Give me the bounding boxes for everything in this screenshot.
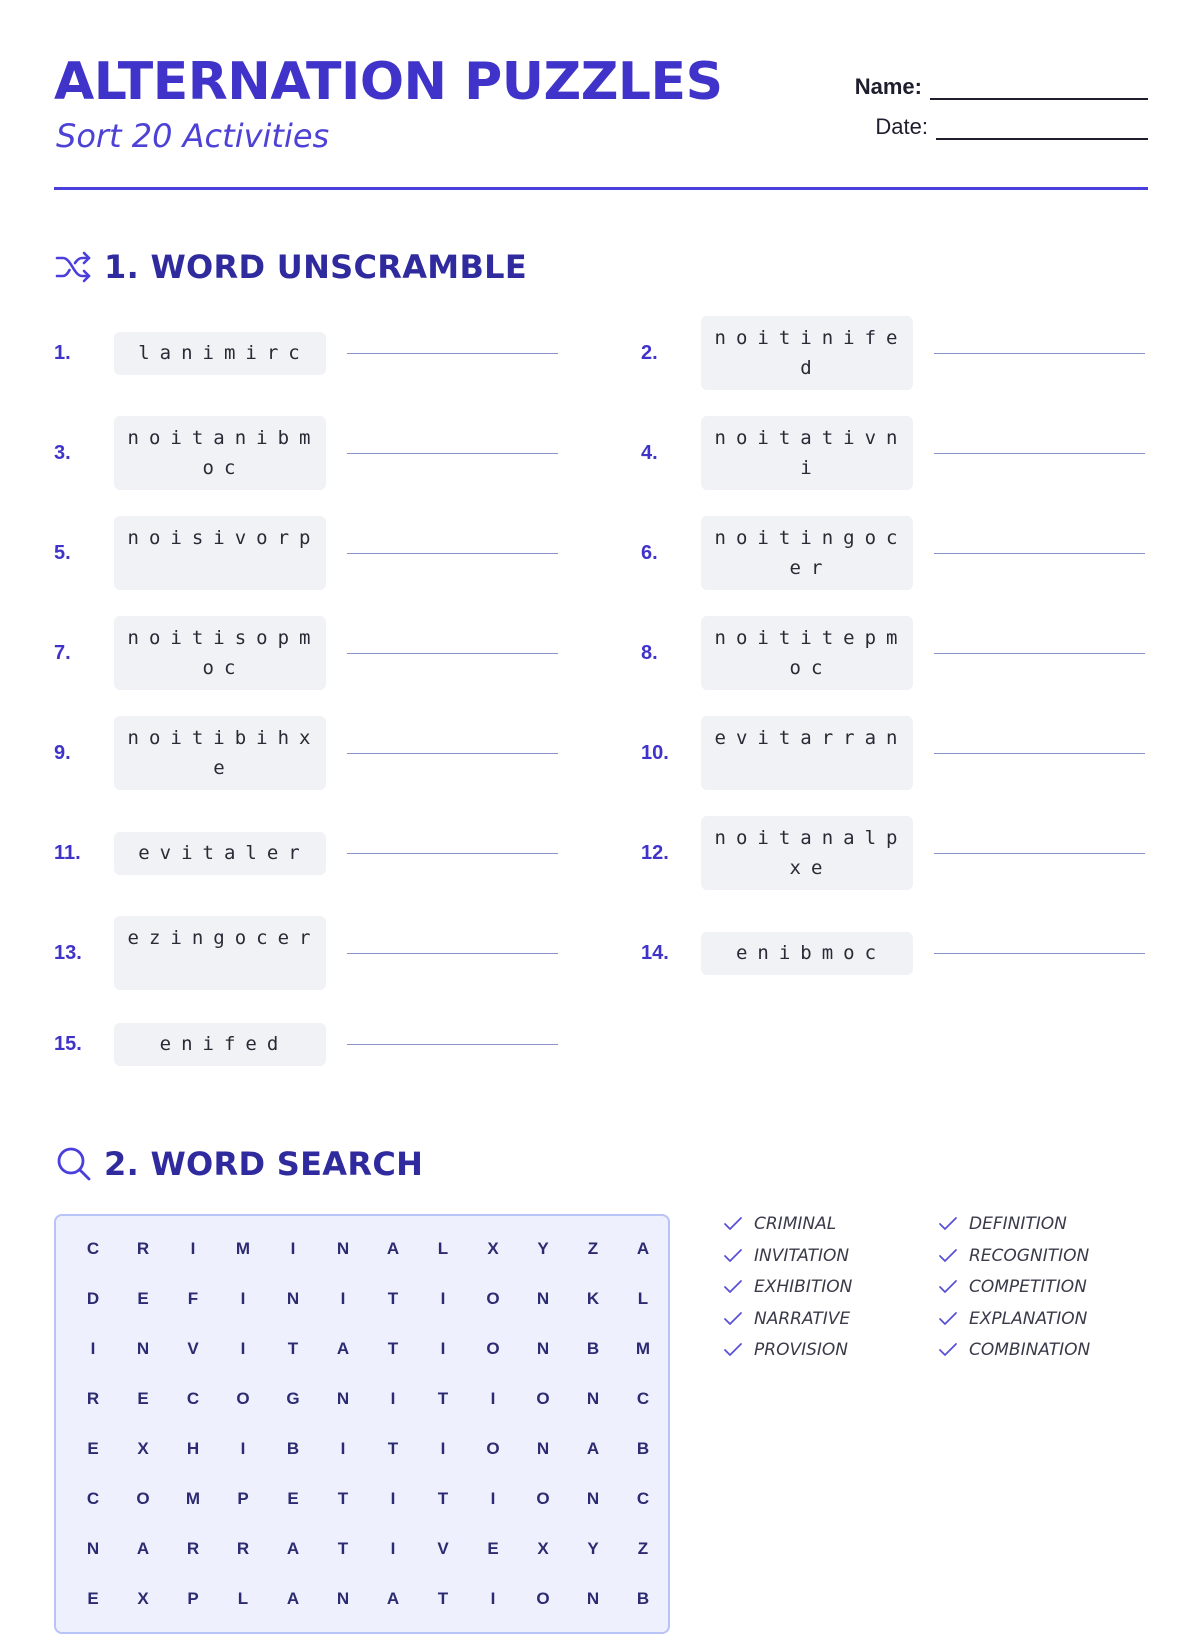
shuffle-icon (54, 247, 94, 287)
word-text: CRIMINAL (754, 1214, 837, 1234)
answer-line[interactable] (347, 453, 558, 454)
grid-letter[interactable]: R (86, 1389, 100, 1408)
word-text: RECOGNITION (969, 1245, 1090, 1266)
word-text: EXPLANATION (969, 1308, 1088, 1329)
grid-letter[interactable]: E (137, 1289, 149, 1308)
grid-letter[interactable]: B (636, 1439, 650, 1458)
grid-letter[interactable]: L (637, 1289, 649, 1308)
grid-letter[interactable]: A (286, 1589, 300, 1608)
word-list-item (722, 1273, 852, 1301)
grid-letter[interactable]: I (440, 1439, 446, 1458)
scrambled-word-tile: noisivorp (114, 516, 326, 590)
unscramble-item (54, 816, 558, 890)
word-text: COMBINATION (969, 1340, 1091, 1360)
grid-letter[interactable]: T (387, 1439, 399, 1458)
grid-letter[interactable]: I (490, 1389, 496, 1408)
date-label: Date: (875, 114, 928, 139)
grid-letter[interactable]: N (536, 1439, 550, 1458)
grid-row (68, 1574, 668, 1624)
grid-letter[interactable]: T (387, 1289, 399, 1308)
grid-letter[interactable]: T (437, 1589, 449, 1608)
scrambled-word-tile: noitanalpxe (701, 816, 913, 890)
grid-letter[interactable]: O (236, 1389, 250, 1408)
item-number: 3. (54, 442, 71, 464)
header-divider (54, 187, 1148, 190)
section-title: 2. WORD SEARCH (104, 1145, 424, 1183)
grid-letter[interactable]: M (235, 1239, 251, 1258)
check-icon (722, 1310, 744, 1328)
grid-letter[interactable]: I (390, 1489, 396, 1508)
word-text: PROVISION (754, 1340, 848, 1360)
scrambled-word-tile: noitibihxe (114, 716, 326, 790)
grid-letter[interactable]: I (390, 1389, 396, 1408)
grid-letter[interactable]: I (190, 1239, 196, 1258)
scrambled-word-tile: noititepmoc (701, 616, 913, 690)
grid-letter[interactable]: D (86, 1289, 100, 1308)
answer-line[interactable] (347, 553, 558, 554)
item-number: 9. (54, 742, 71, 764)
item-number: 1. (54, 342, 71, 364)
answer-line[interactable] (934, 953, 1145, 954)
grid-letter[interactable]: T (337, 1489, 349, 1508)
grid-row (68, 1374, 668, 1424)
grid-letter[interactable]: A (136, 1539, 150, 1558)
grid-row (68, 1224, 668, 1274)
unscramble-item (641, 516, 1145, 590)
grid-letter[interactable]: B (636, 1589, 650, 1608)
check-icon (937, 1247, 959, 1265)
grid-letter[interactable]: P (237, 1489, 249, 1508)
grid-letter[interactable]: C (186, 1389, 200, 1408)
word-list-item (722, 1242, 849, 1270)
grid-letter[interactable]: I (440, 1289, 446, 1308)
item-number: 12. (641, 842, 669, 864)
unscramble-item (54, 316, 558, 390)
grid-letter[interactable]: I (340, 1439, 346, 1458)
grid-letter[interactable]: N (586, 1489, 600, 1508)
word-search-grid (54, 1214, 670, 1634)
scrambled-word-tile: noitanibmoc (114, 416, 326, 490)
grid-letter[interactable]: A (386, 1239, 400, 1258)
grid-letter[interactable]: T (387, 1339, 399, 1358)
grid-letter[interactable]: M (635, 1339, 651, 1358)
item-number: 14. (641, 942, 669, 964)
unscramble-item (54, 716, 558, 790)
grid-letter[interactable]: L (237, 1589, 249, 1608)
item-number: 6. (641, 542, 658, 564)
grid-letter[interactable]: X (137, 1439, 149, 1458)
answer-line[interactable] (934, 853, 1145, 854)
grid-letter[interactable]: F (187, 1289, 199, 1308)
scrambled-word-tile: enibmoc (701, 932, 913, 975)
grid-letter[interactable]: I (390, 1539, 396, 1558)
word-text: EXHIBITION (754, 1277, 853, 1297)
grid-letter[interactable]: N (286, 1289, 300, 1308)
grid-letter[interactable]: R (236, 1539, 250, 1558)
unscramble-item (641, 716, 1145, 790)
grid-letter[interactable]: A (586, 1439, 600, 1458)
grid-letter[interactable]: V (187, 1339, 199, 1358)
grid-row (68, 1274, 668, 1324)
grid-letter[interactable]: R (186, 1539, 200, 1558)
grid-letter[interactable]: P (187, 1589, 199, 1608)
check-icon (937, 1215, 959, 1233)
check-icon (937, 1278, 959, 1296)
grid-letter[interactable]: N (536, 1289, 550, 1308)
grid-letter[interactable]: O (136, 1489, 150, 1508)
grid-row (68, 1324, 668, 1374)
date-field[interactable] (875, 112, 1148, 140)
grid-letter[interactable]: I (440, 1339, 446, 1358)
scrambled-word-tile: evitaler (114, 832, 326, 875)
grid-letter[interactable]: A (386, 1589, 400, 1608)
grid-letter[interactable]: R (136, 1239, 150, 1258)
grid-letter[interactable]: A (636, 1239, 650, 1258)
grid-letter[interactable]: T (337, 1539, 349, 1558)
unscramble-item (641, 916, 1145, 990)
check-icon (937, 1341, 959, 1359)
item-number: 15. (54, 1033, 82, 1055)
grid-letter[interactable]: N (586, 1589, 600, 1608)
grid-letter[interactable]: O (486, 1439, 500, 1458)
section-wordsearch-header (54, 1144, 423, 1184)
grid-letter[interactable]: Y (587, 1539, 599, 1558)
grid-letter[interactable]: Z (587, 1239, 599, 1258)
scrambled-word-tile: ezingocer (114, 916, 326, 990)
item-number: 4. (641, 442, 658, 464)
grid-letter[interactable]: I (240, 1439, 246, 1458)
name-blank-line[interactable] (930, 78, 1148, 100)
word-list-item (722, 1305, 850, 1333)
grid-letter[interactable]: I (490, 1589, 496, 1608)
item-number: 7. (54, 642, 71, 664)
grid-letter[interactable]: V (437, 1539, 449, 1558)
answer-line[interactable] (934, 653, 1145, 654)
grid-letter[interactable]: T (437, 1489, 449, 1508)
word-text: INVITATION (754, 1245, 850, 1266)
scrambled-word-tile: noitativni (701, 416, 913, 490)
grid-letter[interactable]: A (336, 1339, 350, 1358)
grid-letter[interactable]: O (536, 1389, 550, 1408)
scrambled-word-tile: evitarran (701, 716, 913, 790)
item-number: 11. (54, 842, 81, 864)
name-label: Name: (854, 74, 922, 99)
grid-letter[interactable]: E (287, 1489, 299, 1508)
grid-letter[interactable]: N (586, 1389, 600, 1408)
item-number: 5. (54, 542, 71, 564)
check-icon (722, 1341, 744, 1359)
item-number: 2. (641, 342, 658, 364)
unscramble-item (641, 416, 1145, 490)
grid-letter[interactable]: N (536, 1339, 550, 1358)
word-list-item (937, 1210, 1067, 1238)
grid-letter[interactable]: O (536, 1489, 550, 1508)
answer-line[interactable] (347, 753, 558, 754)
word-text: DEFINITION (969, 1214, 1067, 1234)
grid-letter[interactable]: N (136, 1339, 150, 1358)
scrambled-word-tile: enifed (114, 1023, 326, 1066)
unscramble-item (641, 816, 1145, 890)
word-text: NARRATIVE (754, 1308, 851, 1329)
grid-letter[interactable]: L (437, 1239, 449, 1258)
grid-letter[interactable]: N (336, 1589, 350, 1608)
word-text: COMPETITION (969, 1277, 1087, 1297)
word-list-item (722, 1336, 848, 1364)
date-blank-line[interactable] (936, 118, 1148, 140)
scrambled-word-tile: lanimirc (114, 332, 326, 375)
unscramble-item (641, 316, 1145, 390)
grid-letter[interactable]: N (86, 1539, 100, 1558)
grid-letter[interactable]: E (487, 1539, 499, 1558)
word-list-item (937, 1242, 1089, 1270)
grid-letter[interactable]: K (586, 1289, 600, 1308)
item-number: 13. (54, 942, 82, 964)
grid-row (68, 1424, 668, 1474)
grid-letter[interactable]: E (87, 1589, 99, 1608)
grid-letter[interactable]: T (437, 1389, 449, 1408)
page-title: ALTERNATION PUZZLES (54, 52, 723, 112)
scrambled-word-tile: noitisopmoc (114, 616, 326, 690)
word-list-item (937, 1273, 1087, 1301)
check-icon (722, 1278, 744, 1296)
unscramble-item (641, 616, 1145, 690)
grid-letter[interactable]: I (240, 1289, 246, 1308)
grid-letter[interactable]: O (486, 1289, 500, 1308)
answer-line[interactable] (347, 853, 558, 854)
word-list-item (937, 1336, 1090, 1364)
grid-letter[interactable]: E (87, 1439, 99, 1458)
grid-letter[interactable]: G (286, 1389, 300, 1408)
grid-letter[interactable]: N (336, 1389, 350, 1408)
scrambled-word-tile: noitingocer (701, 516, 913, 590)
grid-letter[interactable]: X (487, 1239, 499, 1258)
answer-line[interactable] (347, 353, 558, 354)
grid-letter[interactable]: H (186, 1439, 200, 1458)
grid-letter[interactable]: O (486, 1339, 500, 1358)
grid-letter[interactable]: C (86, 1239, 100, 1258)
word-list-item (937, 1305, 1087, 1333)
check-icon (937, 1310, 959, 1328)
check-icon (722, 1247, 744, 1265)
answer-line[interactable] (934, 753, 1145, 754)
grid-letter[interactable]: C (636, 1389, 650, 1408)
unscramble-item (54, 916, 558, 990)
section-title: 1. WORD UNSCRAMBLE (104, 248, 527, 286)
answer-line[interactable] (934, 553, 1145, 554)
unscramble-item (54, 1007, 558, 1081)
grid-letter[interactable]: I (90, 1339, 96, 1358)
grid-letter[interactable]: T (287, 1339, 299, 1358)
scrambled-word-tile: noitinifed (701, 316, 913, 390)
grid-letter[interactable]: M (185, 1489, 201, 1508)
grid-letter[interactable]: I (490, 1489, 496, 1508)
answer-line[interactable] (934, 453, 1145, 454)
grid-letter[interactable]: Z (637, 1539, 649, 1558)
grid-letter[interactable]: Y (537, 1239, 549, 1258)
grid-row (68, 1474, 668, 1524)
grid-letter[interactable]: O (536, 1589, 550, 1608)
grid-row (68, 1524, 668, 1574)
answer-line[interactable] (934, 353, 1145, 354)
grid-letter[interactable]: I (240, 1339, 246, 1358)
search-icon (54, 1144, 94, 1184)
page-subtitle: Sort 20 Activities (56, 117, 330, 155)
grid-letter[interactable]: B (586, 1339, 600, 1358)
word-list-item (722, 1210, 836, 1238)
answer-line[interactable] (347, 653, 558, 654)
grid-letter[interactable]: A (286, 1539, 300, 1558)
unscramble-item (54, 516, 558, 590)
grid-letter[interactable]: I (290, 1239, 296, 1258)
section-unscramble-header (54, 247, 527, 287)
grid-letter[interactable]: C (636, 1489, 650, 1508)
item-number: 10. (641, 742, 669, 764)
check-icon (722, 1215, 744, 1233)
name-field[interactable] (855, 72, 1148, 100)
grid-letter[interactable]: X (537, 1539, 549, 1558)
grid-letter[interactable]: C (86, 1489, 100, 1508)
answer-line[interactable] (347, 953, 558, 954)
unscramble-item (54, 416, 558, 490)
item-number: 8. (641, 642, 658, 664)
grid-letter[interactable]: X (137, 1589, 149, 1608)
grid-letter[interactable]: E (137, 1389, 149, 1408)
letter-grid (68, 1224, 668, 1624)
answer-line[interactable] (347, 1044, 558, 1045)
unscramble-item (54, 616, 558, 690)
grid-letter[interactable]: B (286, 1439, 300, 1458)
grid-letter[interactable]: N (336, 1239, 350, 1258)
grid-letter[interactable]: I (340, 1289, 346, 1308)
